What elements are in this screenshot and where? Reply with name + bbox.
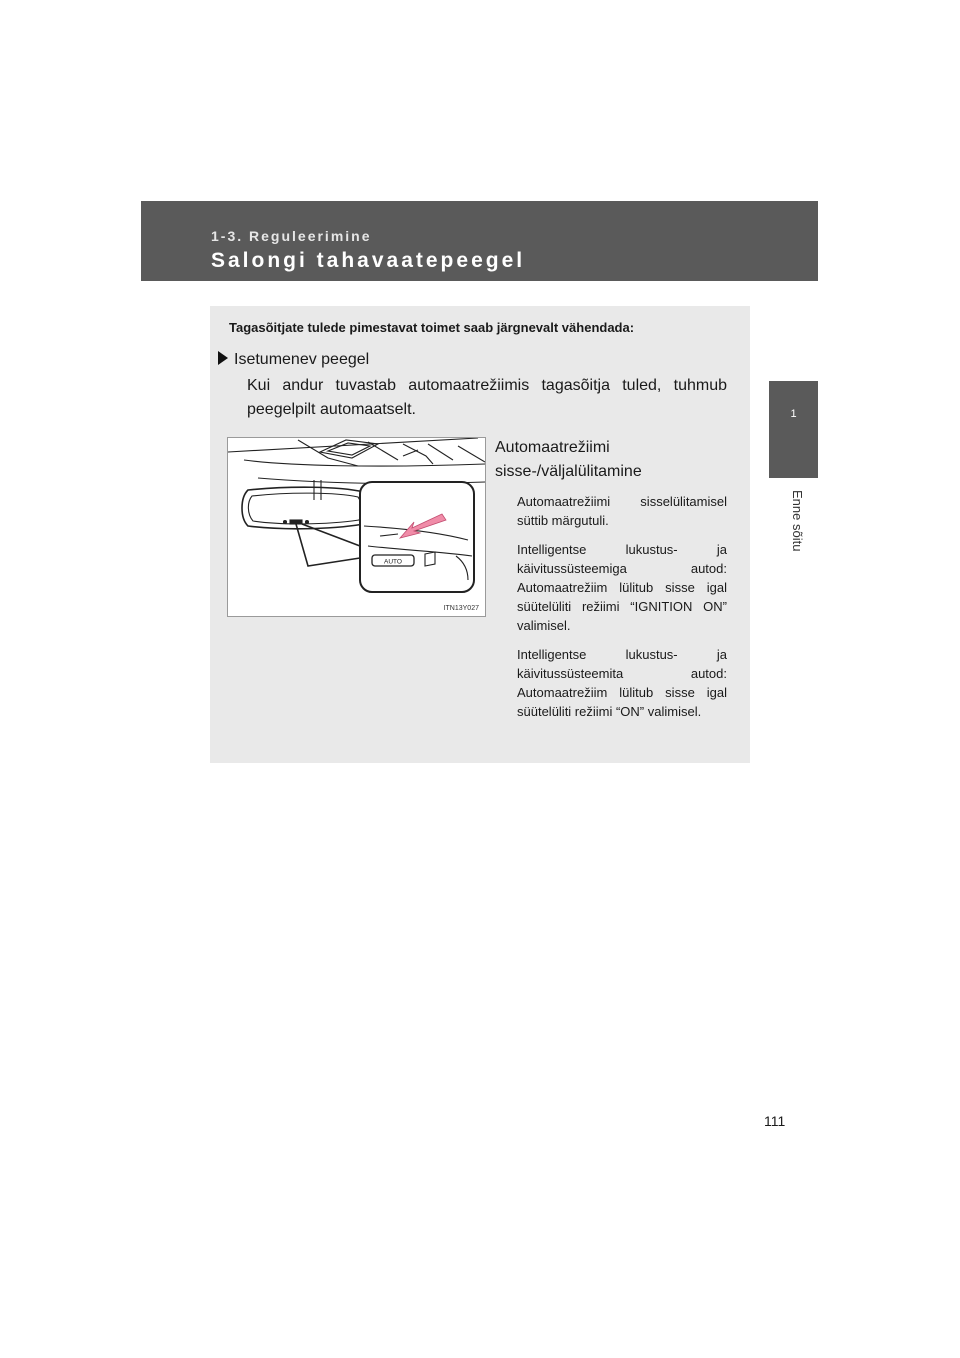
note-without-smart-key: Intelligentse lukustus- ja käivitussüsteemita autod: Automaatrežiim lülitub sisse igal süütelüliti režiimi “ON” valimisel. (517, 647, 727, 719)
note-with-smart-key: Intelligentse lukustus- ja käivitussüsteemiga autod: Automaatrežiim lülitub sisse igal süütelüliti režiimi “IGNITION ON” valimisel. (517, 542, 727, 633)
mirror-illustration (227, 437, 486, 617)
bullet-heading (218, 351, 369, 369)
chapter-name: Enne sõitu (790, 490, 805, 552)
figure-code: ITN13Y027 (443, 605, 479, 612)
chapter-header (141, 201, 818, 281)
page-title: Salongi tahavaatepeegel (211, 249, 526, 272)
note-indicator: Automaatrežiimi sisselülitamisel süttib märgutuli. (517, 494, 727, 528)
chapter-tab (769, 381, 818, 478)
info-panel (210, 306, 750, 763)
toggle-heading: Automaatrežiimi sisse-/väljalülitamine (495, 439, 642, 480)
triangle-bullet-icon (218, 351, 228, 365)
bullet-description: Kui andur tuvastab automaatrežiimis tagasõitja tuled, tuhmub peegelpilt automaatselt. (247, 377, 727, 418)
page-number: 111 (764, 1113, 786, 1129)
bullet-title: Isetumenev peegel (234, 351, 370, 368)
auto-button-label: AUTO (384, 558, 402, 566)
mirror-drawing (228, 438, 485, 616)
section-label: 1-3. Reguleerimine (211, 228, 372, 244)
intro-text: Tagasõitjate tulede pimestavat toimet saab järgnevalt vähendada: (229, 320, 635, 335)
chapter-number: 1 (790, 408, 797, 420)
